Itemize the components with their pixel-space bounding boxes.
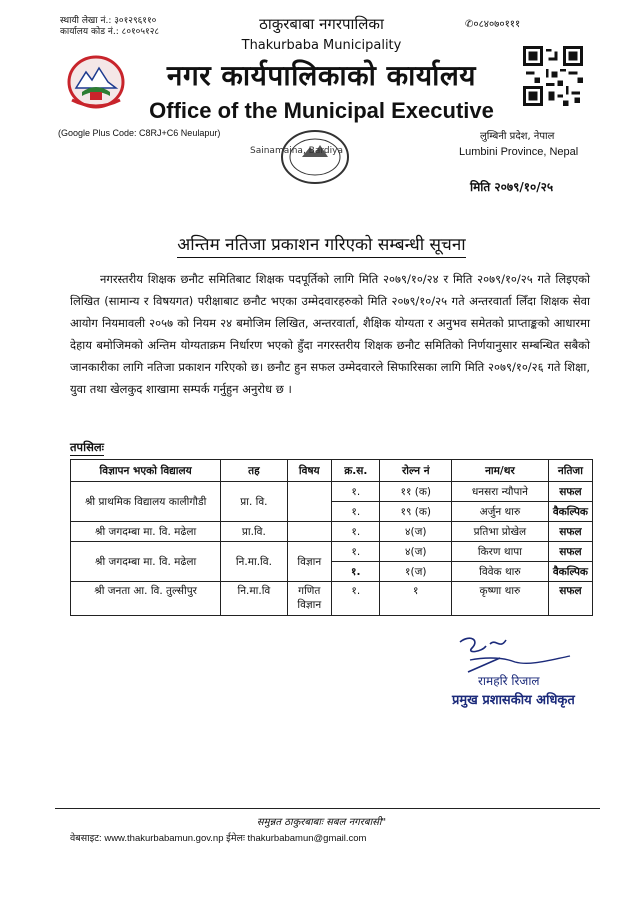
cell-name: प्रतिभा प्रोखेल bbox=[452, 522, 549, 542]
notice-title bbox=[0, 232, 643, 255]
col-header-result: नतिजा bbox=[548, 460, 592, 482]
table-row bbox=[71, 582, 593, 616]
cell-roll: ४(ज) bbox=[380, 522, 452, 542]
province-nepali: लुम्बिनी प्रदेश, नेपाल bbox=[480, 131, 555, 142]
cell-roll: १९ (क) bbox=[380, 502, 452, 522]
website-link[interactable]: www.thakurbabamun.gov.np bbox=[104, 833, 224, 844]
table-row bbox=[71, 542, 593, 562]
cell-level: प्रा.वि. bbox=[221, 522, 287, 542]
cell-result: सफल bbox=[548, 542, 592, 562]
col-header-serial: क्र.स. bbox=[332, 460, 380, 482]
cell-roll: १ bbox=[380, 582, 452, 616]
cell-result: वैकल्पिक bbox=[548, 502, 592, 522]
notice-title-text: अन्तिम नतिजा प्रकाशन गरिएको सम्बन्धी सूचना bbox=[177, 235, 465, 258]
phone-number: ✆०८४०७०१११ bbox=[465, 19, 521, 30]
cell-serial: १. bbox=[332, 502, 380, 522]
cell-roll: ११ (क) bbox=[380, 482, 452, 502]
cell-serial: १. bbox=[332, 542, 380, 562]
results-table bbox=[70, 459, 593, 616]
cell-level: नि.मा.वि bbox=[221, 582, 287, 616]
cell-school: श्री जनता आ. वि. तुल्सीपुर bbox=[71, 582, 221, 616]
cell-name: अर्जुन थारु bbox=[452, 502, 549, 522]
municipality-name-nepali: ठाकुरबाबा नगरपालिका bbox=[259, 15, 384, 33]
office-seal-stamp bbox=[270, 125, 360, 190]
cell-level: नि.मा.वि. bbox=[221, 542, 287, 582]
cell-serial: १. bbox=[332, 582, 380, 616]
footer-divider bbox=[55, 808, 600, 809]
province-english: Lumbini Province, Nepal bbox=[459, 146, 579, 158]
cell-subject bbox=[287, 482, 332, 522]
cell-subject bbox=[287, 522, 332, 542]
office-code: कार्यालय कोड नं.: ८०१०५१२८ bbox=[60, 27, 160, 37]
cell-roll: ४(ज) bbox=[380, 542, 452, 562]
cell-result: सफल bbox=[548, 482, 592, 502]
cell-name: धनसरा न्यौपाने bbox=[452, 482, 549, 502]
location-sub-line: Sainamaina, Bardiya bbox=[250, 146, 343, 156]
cell-school: श्री जगदम्बा मा. वि. मढेला bbox=[71, 542, 221, 582]
cell-result: सफल bbox=[548, 582, 592, 616]
office-title-nepali: नगर कार्यपालिकाको कार्यालय bbox=[166, 59, 477, 92]
footer-contact bbox=[70, 831, 366, 844]
details-label: तपसिलः bbox=[70, 440, 104, 454]
notice-body bbox=[70, 268, 590, 400]
cell-level: प्रा. वि. bbox=[221, 482, 287, 522]
website-label: वेबसाइट: bbox=[70, 833, 102, 844]
cell-school: श्री प्राथमिक विद्यालय कालीगौडी bbox=[71, 482, 221, 522]
col-header-name: नाम/थर bbox=[452, 460, 549, 482]
cell-name: कृष्णा थारु bbox=[452, 582, 549, 616]
table-header-row bbox=[71, 460, 593, 482]
notice-body-paragraph: नगरस्तरीय शिक्षक छनौट समितिबाट शिक्षक पदपूर्तिको लागि मिति २०७९/१०/२४ र मिति २०७९/१०/२५ गते लिइएको लिखित (सामान्य र विषयगत) परीक्षाबाट छनौट भएका उम्मेदवारहरुको मिति २०७९/१०/२५ गते अन्तरवार्ता लिँदा शिक्षक सेवा आयोग नियमावली २०५७ को नियम २४ बमोजिम लिखित, अन्तरवार्ता, शैक्षिक योग्यता र अनुभव समेतको प्राप्ताङ्कको आधारमा देहाय बमोजिमको अन्तिम योग्यताक्रम निर्धारण भएको हुँदा नगरस्तरीय शिक्षक छनौट समितिको निर्णयानुसार सम्बन्धित सबैको जानकारीका लागि नतिजा प्रकाशन गरिएको छ। छनौट हुन सफल उम्मेदवारले सिफारिसका लागि मिति २०७९/१०/२६ गते शिक्षा, युवा तथा खेलकुद शाखामा सम्पर्क गर्नुहुन अनुरोध छ । bbox=[70, 272, 590, 396]
table-row bbox=[71, 482, 593, 502]
cell-name: विवेक थारु bbox=[452, 562, 549, 582]
cell-name: किरण थापा bbox=[452, 542, 549, 562]
cell-subject: विज्ञान bbox=[287, 542, 332, 582]
notice-date: मिति २०७९/१०/२५ bbox=[470, 180, 554, 194]
footer-slogan: समुन्नत ठाकुरबाबाः सबल नगरबासी" bbox=[256, 817, 387, 828]
cell-serial: १. bbox=[332, 482, 380, 502]
cell-result: सफल bbox=[548, 522, 592, 542]
office-title-english: Office of the Municipal Executive bbox=[149, 98, 494, 123]
cell-result: वैकल्पिक bbox=[548, 562, 592, 582]
signatory-title: प्रमुख प्रशासकीय अधिकृत bbox=[452, 693, 575, 708]
col-header-subject: विषय bbox=[287, 460, 332, 482]
email-link[interactable]: thakurbabamun@gmail.com bbox=[247, 833, 367, 844]
col-header-school: विज्ञापन भएको विद्यालय bbox=[71, 460, 221, 482]
permanent-account-number: स्थायी लेखा नं.: ३०१२९६११० bbox=[60, 16, 157, 26]
email-label: ईमेलः bbox=[226, 833, 245, 844]
cell-roll: १(ज) bbox=[380, 562, 452, 582]
signatory-name: रामहरि रिजाल bbox=[478, 674, 540, 688]
cell-serial: १. bbox=[332, 522, 380, 542]
table-row bbox=[71, 522, 593, 542]
col-header-roll: रोल्न नं bbox=[380, 460, 452, 482]
cell-subject: गणित विज्ञान bbox=[287, 582, 332, 616]
cell-serial: १. bbox=[332, 562, 380, 582]
col-header-level: तह bbox=[221, 460, 287, 482]
municipality-name-english: Thakurbaba Municipality bbox=[241, 38, 402, 53]
google-plus-code: (Google Plus Code: C8RJ+C6 Neulapur) bbox=[58, 128, 221, 138]
qr-code-icon bbox=[523, 46, 583, 106]
cell-school: श्री जगदम्बा मा. वि. मढेला bbox=[71, 522, 221, 542]
